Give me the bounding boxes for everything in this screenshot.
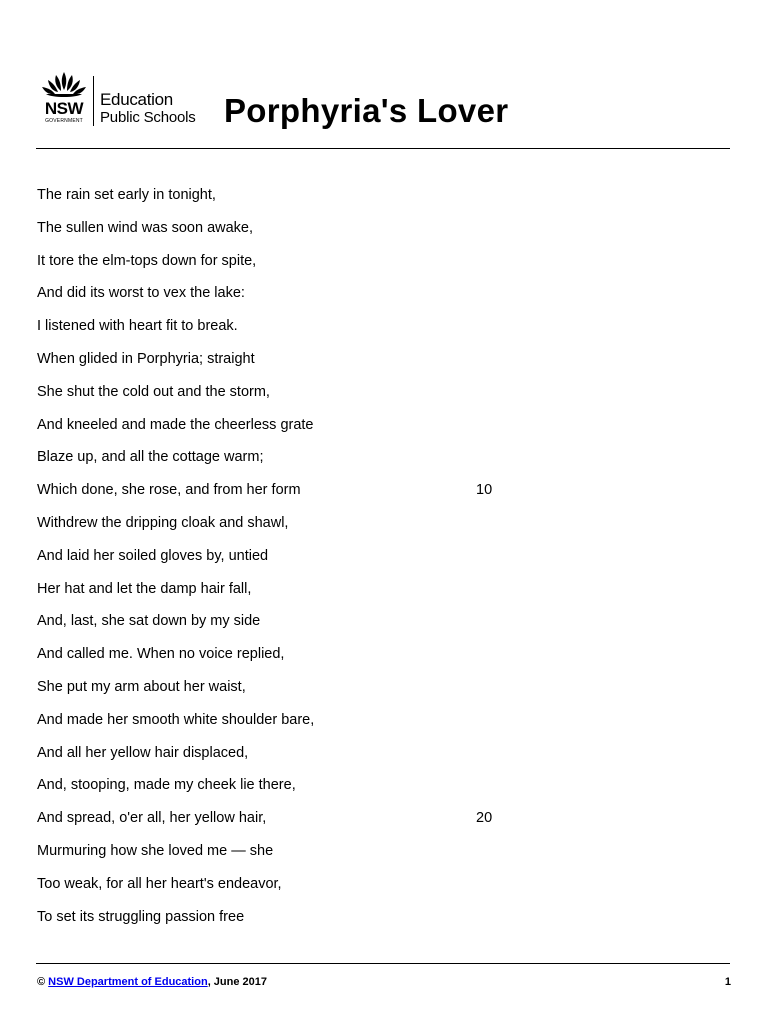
poem-line [37, 316, 537, 349]
poem-line [37, 283, 537, 316]
poem-line [37, 775, 537, 808]
poem-line-text: And made her smooth white shoulder bare, [37, 711, 315, 728]
poem-line-text: The rain set early in tonight, [37, 187, 216, 203]
poem-line [37, 185, 537, 218]
page-header [36, 68, 730, 132]
department-name: Education [100, 90, 173, 109]
footer-date: , June 2017 [207, 976, 268, 988]
poem-line [37, 382, 537, 415]
poem-line-text: Which done, she rose, and from her form [37, 482, 301, 499]
poem-line-text: To set its struggling passion free [37, 908, 245, 925]
poem-line-text: And called me. When no voice replied, [37, 646, 285, 663]
waratah-flower-icon [36, 70, 92, 100]
poem-body [37, 185, 537, 939]
poem-line-text: And all her yellow hair displaced, [37, 744, 249, 761]
nsw-government-logo [36, 70, 92, 128]
poem-line-text: She shut the cold out and the storm, [37, 383, 270, 400]
poem-line [37, 743, 537, 776]
line-number: 20 [476, 810, 493, 827]
poem-line [37, 480, 537, 513]
footer-divider [36, 963, 730, 964]
poem-line-text: And, stooping, made my cheek lie there, [37, 777, 296, 794]
poem-line [37, 644, 537, 677]
department-subname: Public Schools [100, 109, 196, 126]
page-number: 1 [724, 976, 731, 988]
poem-line [37, 546, 537, 579]
poem-line [37, 251, 537, 284]
poem-line [37, 579, 537, 612]
line-number: 10 [476, 482, 493, 499]
copyright-symbol: © [37, 976, 46, 988]
poem-line [37, 447, 537, 480]
logo-government-text: GOVERNMENT [45, 118, 83, 124]
poem-line [37, 677, 537, 710]
poem-line-text: When glided in Porphyria; straight [37, 350, 255, 367]
poem-line [37, 218, 537, 251]
poem-line-text: She put my arm about her waist, [37, 678, 246, 695]
poem-line-text: And, last, she sat down by my side [37, 613, 261, 630]
poem-line [37, 415, 537, 448]
poem-line-text: And kneeled and made the cheerless grate [37, 416, 314, 433]
poem-line-text: Her hat and let the damp hair fall, [37, 580, 252, 597]
poem-line-text: And laid her soiled gloves by, untied [37, 547, 269, 564]
poem-line [37, 611, 537, 644]
poem-line-text: Withdrew the dripping cloak and shawl, [37, 514, 289, 531]
poem-line-text: The sullen wind was soon awake, [37, 219, 254, 236]
poem-line-text: Blaze up, and all the cottage warm; [37, 449, 264, 466]
poem-line [37, 710, 537, 743]
logo-nsw-text: NSW [44, 99, 84, 118]
logo-divider [93, 76, 94, 126]
poem-line [37, 349, 537, 382]
poem-line [37, 841, 537, 874]
poem-line-text: And did its worst to vex the lake: [37, 285, 245, 302]
poem-line-text: Too weak, for all her heart's endeavor, [37, 875, 282, 892]
poem-line [37, 874, 537, 907]
poem-line [37, 513, 537, 546]
poem-line-text: I listened with heart fit to break. [37, 318, 238, 335]
header-divider [36, 148, 730, 149]
page-footer [37, 975, 731, 989]
poem-line-text: It tore the elm-tops down for spite, [37, 252, 257, 269]
page-title: Porphyria's Lover [224, 92, 509, 129]
poem-line [37, 808, 537, 841]
poem-line-text: Murmuring how she loved me — she [37, 842, 274, 859]
department-link[interactable]: NSW Department of Education [48, 976, 208, 988]
poem-line-text: And spread, o'er all, her yellow hair, [37, 810, 267, 827]
poem-line [37, 907, 537, 940]
